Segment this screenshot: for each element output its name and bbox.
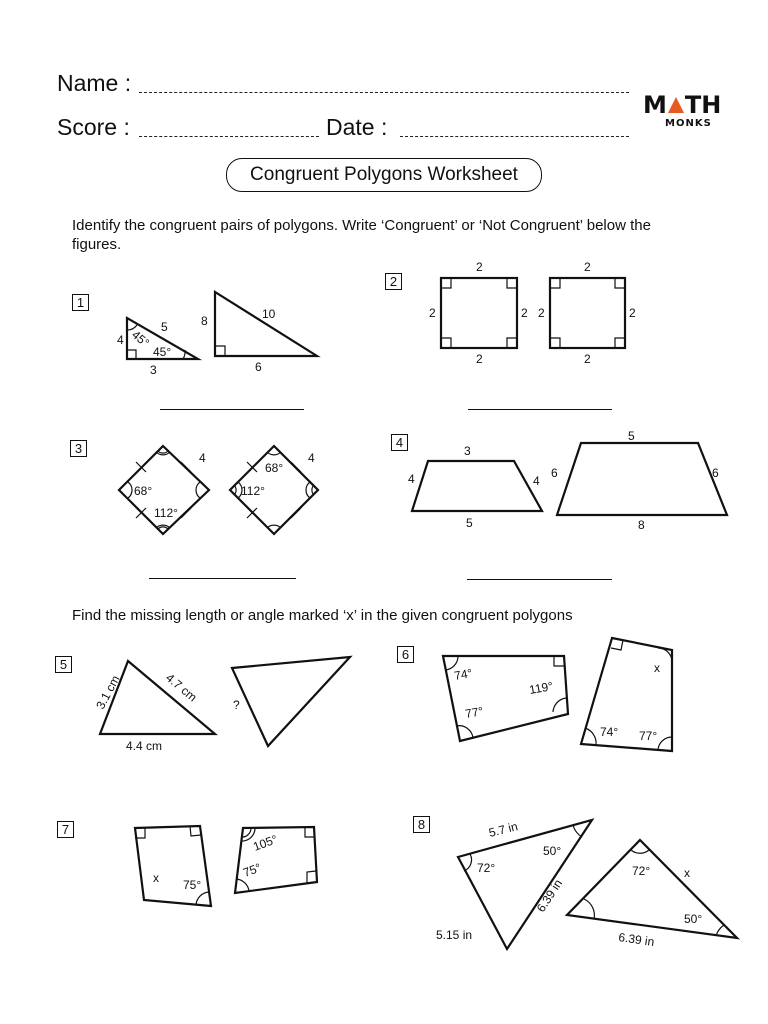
p2-square-1 [429,260,528,366]
p6-q1-a2: 77° [464,704,485,721]
p7-quad-2 [235,827,317,893]
p6-quad-1 [443,656,568,741]
p8-triangle-1 [436,819,592,949]
p3-r2-angle-left: 112° [241,484,265,498]
p1-t2-hyp: 10 [262,307,276,321]
p5-triangle-2 [232,657,350,746]
score-label: Score : [57,114,130,140]
problem-4-figures [400,425,740,535]
p6-q1-a1: 74° [453,666,474,683]
p4-t1-left: 4 [408,472,415,486]
p3-r1-side: 4 [199,451,206,465]
p2-s1-left: 2 [429,306,436,320]
p3-r1-angle-left: 68° [134,484,153,498]
p3-rhombus-2 [230,446,318,534]
p6-q2-x: x [654,661,660,675]
problem-number-1: 1 [72,294,89,311]
p6-q1-a3: 119° [528,679,555,697]
p2-s2-left: 2 [538,306,545,320]
p1-t2-side-b: 6 [255,360,262,374]
p6-q2-a2: 77° [639,729,658,743]
p7-q1-a1: 75° [183,878,202,892]
answer-line-4[interactable] [467,579,612,580]
p8-t2-a2: 50° [684,912,703,926]
p2-s1-right: 2 [521,306,528,320]
p2-s2-bottom: 2 [584,352,591,366]
problem-number-7: 7 [57,821,74,838]
section1-instructions: Identify the congruent pairs of polygons. Write ‘Congruent’ or ‘Not Congruent’ below the figures. [72,217,651,253]
problem-3-figures [110,440,340,545]
problem-number-2: 2 [385,273,402,290]
p3-r2-side: 4 [308,451,315,465]
p4-t2-bottom: 8 [638,518,645,532]
p5-left-side: 3.1 cm [93,673,123,712]
p4-trapezoid-2 [551,429,727,532]
problem-number-8: 8 [413,816,430,833]
p8-t1-a1: 72° [477,861,496,875]
problem-6-figures [430,630,680,755]
problem-number-5: 5 [55,656,72,673]
answer-line-3[interactable] [149,578,296,579]
p7-q2-a2: 75° [241,860,264,880]
p6-quad-2 [581,638,672,751]
p1-triangle-small [117,318,198,377]
score-line[interactable] [139,136,319,137]
p8-triangle-2 [567,840,737,949]
p8-t1-top: 5.7 in [487,819,520,840]
problem-8-figures [430,815,750,955]
p5-right-side: 4.7 cm [163,670,200,705]
p4-t2-top: 5 [628,429,635,443]
p3-r1-angle-bottom: 112° [154,506,178,520]
problem-1-figures [105,280,335,380]
date-line[interactable] [400,136,629,137]
answer-line-2[interactable] [468,409,612,410]
p8-t2-a1: 72° [632,864,651,878]
p1-t1-side-b: 3 [150,363,157,377]
section2-instructions: Find the missing length or angle marked ‘x’ in the given congruent polygons [72,607,573,624]
p4-trapezoid-1 [408,444,542,530]
p8-t2-x: x [684,866,690,880]
problem-2-figures [420,255,650,370]
problem-5-figures [75,645,365,755]
p8-t1-diag: 6.39 in [533,876,566,915]
p7-q2-a1: 105° [251,832,280,854]
p8-t1-bottom: 5.15 in [436,928,473,942]
p7-q1-x: x [153,871,159,885]
p2-square-2 [538,260,636,366]
name-label: Name : [57,70,132,96]
problem-7-figures [125,815,330,915]
p2-s2-right: 2 [629,306,636,320]
p2-s2-top: 2 [584,260,591,274]
p3-r2-angle-top: 68° [265,461,284,475]
problem-number-3: 3 [70,440,87,457]
p4-t1-right: 4 [533,474,540,488]
p3-rhombus-1 [119,446,209,534]
p1-triangle-large [201,292,317,374]
math-monks-logo [643,92,723,132]
logo-text-monks: MONKS [665,118,712,129]
worksheet-title: Congruent Polygons Worksheet [226,158,542,192]
triangle-logo-icon [667,96,685,114]
name-line[interactable] [139,92,629,93]
p1-t2-side-a: 8 [201,314,208,328]
logo-text-th: TH [684,91,722,119]
p4-t2-left: 6 [551,466,558,480]
logo-text-m: M [643,91,667,119]
p8-t2-bottom: 6.39 in [617,930,656,949]
p5-unknown: ? [233,698,240,712]
p4-t1-bottom: 5 [466,516,473,530]
problem-number-6: 6 [397,646,414,663]
p7-quad-1 [135,826,211,906]
date-label: Date : [326,114,388,140]
answer-line-1[interactable] [160,409,304,410]
problem-number-4: 4 [391,434,408,451]
p4-t2-right: 6 [712,466,719,480]
p1-t1-hyp: 5 [161,320,168,334]
p5-bottom-side: 4.4 cm [126,739,163,753]
p2-s1-top: 2 [476,260,483,274]
p6-q2-a1: 74° [600,725,619,739]
p1-t1-angle1: 45° [129,327,152,350]
p5-triangle-1 [93,661,215,753]
p8-t1-a2: 50° [543,844,562,858]
p2-s1-bottom: 2 [476,352,483,366]
p1-t1-side-a: 4 [117,333,124,347]
p4-t1-top: 3 [464,444,471,458]
p1-t1-angle2: 45° [153,345,172,359]
